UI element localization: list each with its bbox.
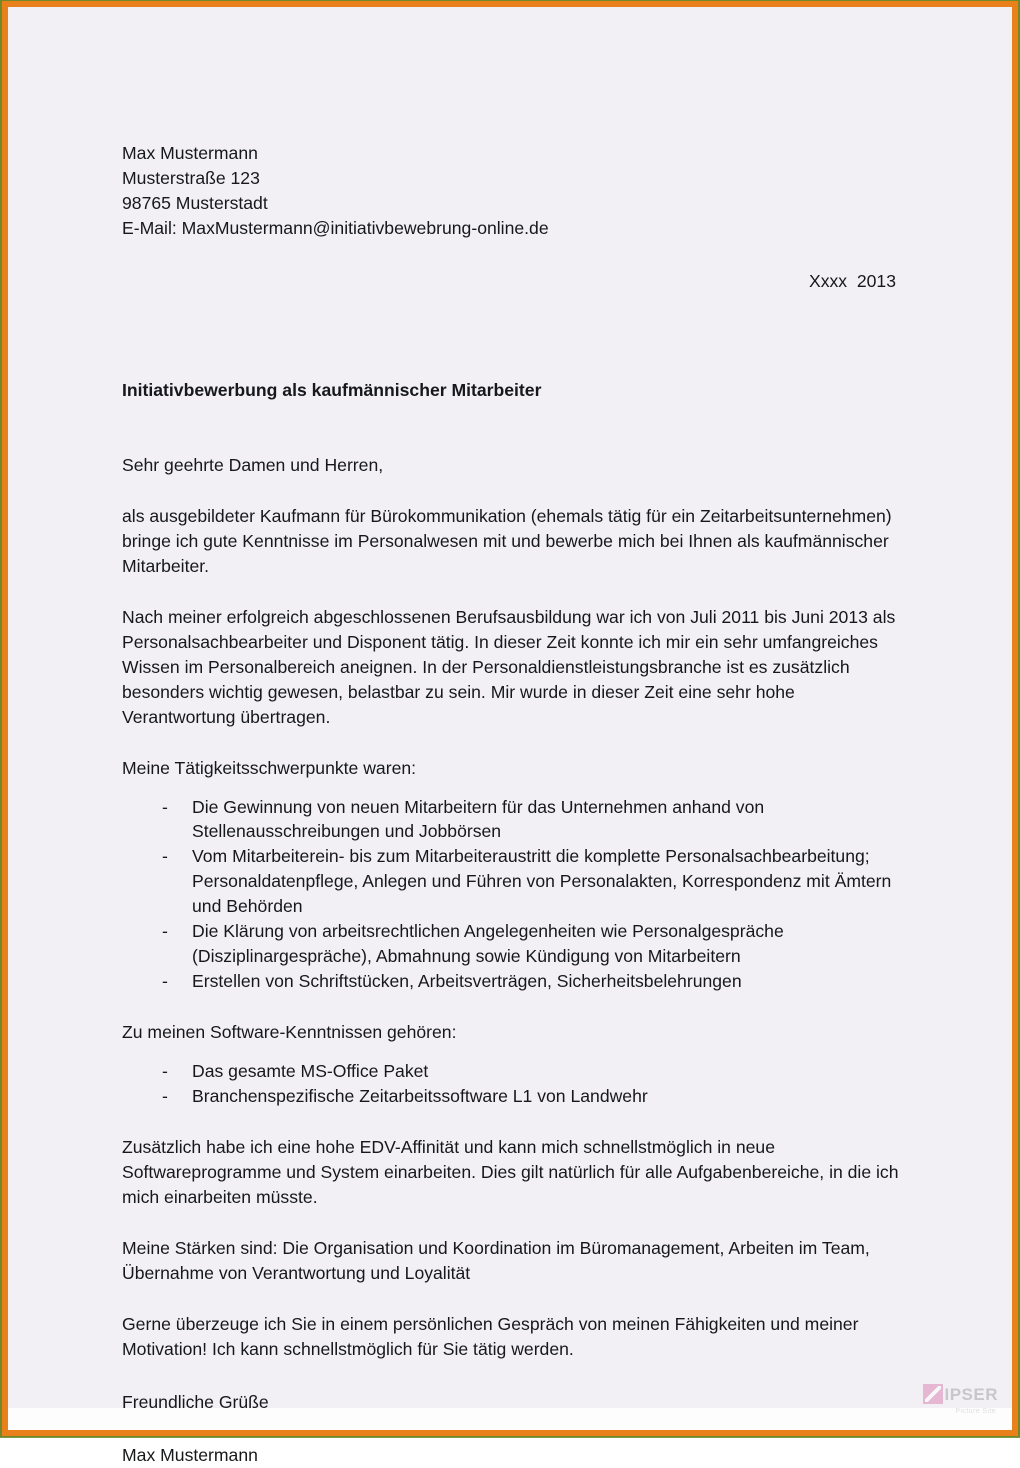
letter-body xyxy=(122,141,904,1468)
software-list xyxy=(122,1059,904,1109)
closing-greeting: Freundliche Grüße xyxy=(122,1391,269,1412)
letter-salutation: Sehr geehrte Damen und Herren, xyxy=(122,454,384,475)
paragraph-experience: Nach meiner erfolgreich abgeschlossenen Berufsausbildung war ich von Juli 2011 bis Juni 2013 als Personalsachbearbeiter und Disponent tätig. In dieser Zeit konnte ich mir ein sehr umfangreiches Wissen im Personalbereich aneignen. In der Personaldienstleistungsbranche ist es zusätzlich besonders wichtig gewesen, belastbar zu sein. Mir wurde in dieser Zeit eine sehr hohe Verantwortung übertragen. xyxy=(122,606,896,727)
list-item-text: Die Gewinnung von neuen Mitarbeitern für das Unternehmen anhand von Stellenausschreibungen und Jobbörsen xyxy=(192,796,765,842)
list-item-text: Vom Mitarbeiterein- bis zum Mitarbeiteraustritt die komplette Personalsachbearbeitung; Personaldatenpflege, Anlegen und Führen von Personalakten, Korrespondenz mit Ämtern und Behörden xyxy=(192,846,892,917)
bullet-marker: - xyxy=(162,1061,168,1082)
letter-date: Xxxx 2013 xyxy=(808,270,896,291)
list-item xyxy=(162,795,904,845)
list-item-text: Das gesamte MS-Office Paket xyxy=(192,1061,429,1082)
duties-list xyxy=(122,795,904,995)
list-item xyxy=(162,919,904,969)
sender-street: Musterstraße 123 xyxy=(122,167,260,188)
paragraph-strengths: Meine Stärken sind: Die Organisation und Koordination im Büromanagement, Arbeiten im Team, Übernahme von Verantwortung und Loyalität xyxy=(122,1238,870,1284)
watermark-text: IPSER xyxy=(944,1384,998,1404)
bullet-marker: - xyxy=(162,971,168,992)
list-item xyxy=(162,1059,904,1084)
bullet-marker: - xyxy=(162,796,168,817)
closing-signature: Max Mustermann xyxy=(122,1444,258,1465)
duties-intro: Meine Tätigkeitsschwerpunkte waren: xyxy=(122,757,417,778)
list-item-text: Branchenspezifische Zeitarbeitssoftware L1 von Landwehr xyxy=(192,1086,648,1107)
paragraph-intro: als ausgebildeter Kaufmann für Bürokommunikation (ehemals tätig für ein Zeitarbeitsunternehmen) bringe ich gute Kenntnisse im Personalwesen mit und bewerbe mich bei Ihnen als kaufmännischer Mitarbeiter. xyxy=(122,505,892,576)
list-item xyxy=(162,1084,904,1109)
watermark-subtext: Picture Site xyxy=(955,1408,996,1415)
sender-address-block xyxy=(122,141,904,241)
list-item xyxy=(162,969,904,994)
software-intro: Zu meinen Software-Kenntnissen gehören: xyxy=(122,1022,457,1043)
paragraph-call-to-action: Gerne überzeuge ich Sie in einem persönlichen Gespräch von meinen Fähigkeiten und meiner Motivation! Ich kann schnellstmöglich für Sie tätig werden. xyxy=(122,1314,859,1359)
list-item-text: Die Klärung von arbeitsrechtlichen Angelegenheiten wie Personalgespräche (Disziplinargespräche), Abmahnung sowie Kündigung von Mitarbeitern xyxy=(192,921,784,967)
letter-subject: Initiativbewerbung als kaufmännischer Mitarbeiter xyxy=(122,379,542,400)
paragraph-it-affinity: Zusätzlich habe ich eine hohe EDV-Affinität und kann mich schnellstmöglich in neue Softwareprogramme und System einarbeiten. Dies gilt natürlich für alle Aufgabenbereiche, in die ich mich einarbeiten müsste. xyxy=(122,1137,899,1208)
bullet-marker: - xyxy=(162,921,168,942)
bullet-marker: - xyxy=(162,846,168,867)
bullet-marker: - xyxy=(162,1086,168,1107)
sender-email: E-Mail: MaxMustermann@initiativbewebrung-online.de xyxy=(122,217,549,238)
list-item-text: Erstellen von Schriftstücken, Arbeitsverträgen, Sicherheitsbelehrungen xyxy=(192,971,742,992)
sender-city: 98765 Musterstadt xyxy=(122,192,268,213)
list-item xyxy=(162,844,904,919)
sender-name: Max Mustermann xyxy=(122,143,258,163)
